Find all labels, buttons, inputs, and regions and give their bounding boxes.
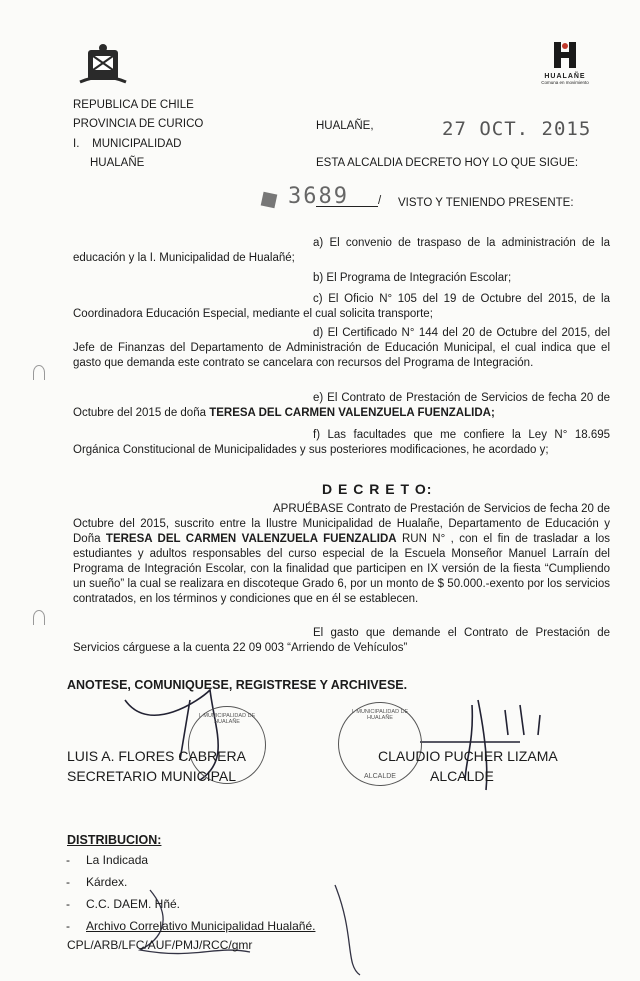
secretario-cargo: SECRETARIO MUNICIPAL bbox=[67, 768, 237, 784]
distribucion-title: DISTRIBUCION: bbox=[67, 833, 162, 847]
municipal-seal-right bbox=[338, 702, 422, 786]
header-visto: VISTO Y TENIENDO PRESENTE: bbox=[398, 197, 574, 209]
seal-right-text: I. MUNICIPALIDAD DE HUALAÑE bbox=[351, 709, 409, 721]
date-stamp: 27 OCT. 2015 bbox=[442, 118, 592, 140]
considerando-c: c) El Oficio N° 105 del 19 de Octubre del 2015, de la Coordinadora Educación Especial, mediante el cual solicita transporte; bbox=[73, 293, 610, 320]
alcalde-cargo: ALCALDE bbox=[430, 768, 494, 784]
seal-right-footer: ALCALDE bbox=[364, 773, 396, 780]
decree-number: 3689 bbox=[288, 184, 349, 209]
header-provincia: PROVINCIA DE CURICO bbox=[73, 118, 204, 130]
number-slash: / bbox=[378, 195, 382, 207]
logo-text: HUALAÑE bbox=[544, 73, 586, 80]
header-municipalidad: I. MUNICIPALIDAD bbox=[73, 138, 182, 150]
considerando-b: b) El Programa de Integración Escolar; bbox=[313, 272, 512, 284]
decreto-p1-text-a: APRUÉBASE Contrato de Prestación de Servicios de fecha 20 de Octubre del 2015, suscrito entre la Ilustre Municipalidad de Hualañe, Departamento de Educación y Doña bbox=[73, 503, 610, 545]
punch-hole-mark bbox=[33, 610, 45, 625]
punch-hole-mark bbox=[33, 365, 45, 380]
decreto-p1-text-b: RUN N° , con el fin de trasladar a los estudiantes y adultos responsables del curso especial de la Escuela Monseñor Manuel Larraín del Programa de Integración Escolar, con la finalidad que participen en IX versión de la fiesta “Cumpliendo un sueño” la cual se realizara en discoteque Grado 6, por un monto de $ 50.000.-exento por los servicios contratados, en los términos y condiciones que en él se establecen. bbox=[73, 533, 611, 605]
decreto-p1-name: TERESA DEL CARMEN VALENZUELA FUENZALIDA bbox=[105, 533, 397, 545]
list-item: - La Indicada bbox=[64, 849, 384, 871]
decreto-paragraph-2: El gasto que demande el Contrato de Prestación de Servicios cárguese a la cuenta 22 09 003 “Arriendo de Vehículos” bbox=[73, 627, 610, 654]
header-lugar: HUALAÑE, bbox=[316, 120, 374, 132]
iniciales: CPL/ARB/LFC/AUF/PMJ/RCC/gmr bbox=[67, 938, 253, 952]
list-item: - Kárdex. bbox=[64, 871, 384, 893]
list-item: - Archivo Correlativo Municipalidad Hualañé. bbox=[64, 915, 384, 937]
decreto-title: D E C R E T O: bbox=[322, 481, 433, 497]
header-comuna: HUALAÑE bbox=[90, 157, 145, 169]
list-item: - C.C. DAEM. Hñé. bbox=[64, 893, 384, 915]
distribucion-list bbox=[64, 849, 384, 937]
header-alcaldia: ESTA ALCALDIA DECRETO HOY LO QUE SIGUE: bbox=[316, 157, 579, 169]
header-republica: REPUBLICA DE CHILE bbox=[73, 99, 194, 111]
secretario-nombre: LUIS A. FLORES CABRERA bbox=[67, 748, 246, 764]
alcalde-nombre: CLAUDIO PUCHER LIZAMA bbox=[378, 748, 558, 764]
seal-left-text: I. MUNICIPALIDAD DE HUALAÑE bbox=[198, 713, 256, 725]
considerando-e-text: e) El Contrato de Prestación de Servicios de fecha 20 de Octubre del 2015 de doña bbox=[73, 392, 610, 419]
anotese-line: ANOTESE, COMUNIQUESE, REGISTRESE Y ARCHIVESE. bbox=[67, 678, 408, 692]
considerando-f: f) Las facultades que me confiere la Ley N° 18.695 Orgánica Constitucional de Municipalidades y sus posteriores modificaciones, he acordado y; bbox=[73, 429, 610, 456]
considerando-e-name: TERESA DEL CARMEN VALENZUELA FUENZALIDA; bbox=[209, 407, 495, 419]
logo-subtext: Comuna en movimiento bbox=[541, 80, 589, 85]
considerando-d: d) El Certificado N° 144 del 20 de Octubre del 2015, del Jefe de Finanzas del Departamento de Administración de Educación Municipal, el cual indica que el gasto que demanda este contrato se cancelara con recursos del Programa de Integración. bbox=[73, 327, 610, 369]
considerando-a: a) El convenio de traspaso de la administración de la educación y la I. Municipalidad de Hualañé; bbox=[73, 237, 610, 264]
